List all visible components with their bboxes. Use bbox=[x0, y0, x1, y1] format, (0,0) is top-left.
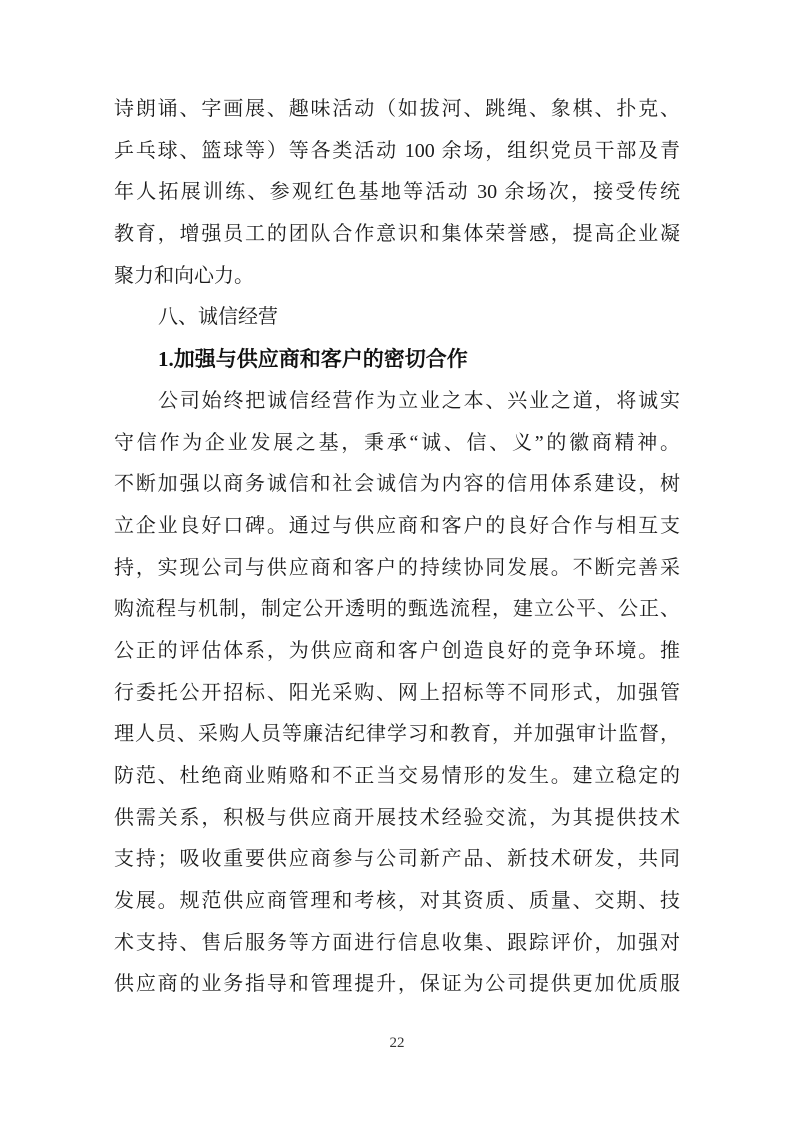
body-line: 年人拓展训练、参观红色基地等活动 30 余场次，接受传统 bbox=[114, 181, 680, 204]
body-line: 诗朗诵、字画展、趣味活动（如拔河、跳绳、象棋、扑克、 bbox=[114, 98, 680, 120]
body-line: 供应商的业务指导和管理提升，保证为公司提供更加优质服 bbox=[114, 973, 680, 996]
page-number: 22 bbox=[389, 1035, 405, 1051]
section-heading: 八、诚信经营 bbox=[158, 306, 278, 329]
body-line: 公正的评估体系，为供应商和客户创造良好的竞争环境。推 bbox=[114, 639, 680, 662]
body-line: 持，实现公司与供应商和客户的持续协同发展。不断完善采 bbox=[114, 556, 680, 579]
body-line: 供需关系，积极与供应商开展技术经验交流，为其提供技术 bbox=[114, 806, 680, 829]
body-line: 防范、杜绝商业贿赂和不正当交易情形的发生。建立稳定的 bbox=[114, 765, 680, 787]
body-line: 聚力和向心力。 bbox=[114, 264, 254, 287]
body-line: 不断加强以商务诚信和社会诚信为内容的信用体系建设，树 bbox=[114, 473, 680, 496]
body-line: 乒乓球、篮球等）等各类活动 100 余场，组织党员干部及青 bbox=[114, 139, 680, 162]
text-block bbox=[114, 89, 680, 1006]
body-line: 支持；吸收重要供应商参与公司新产品、新技术研发，共同 bbox=[114, 848, 680, 871]
subsection-heading: 1.加强与供应商和客户的密切合作 bbox=[158, 347, 468, 372]
body-line: 购流程与机制，制定公开透明的甄选流程，建立公平、公正、 bbox=[114, 598, 680, 621]
body-line: 守信作为企业发展之基，秉承“诚、信、义”的徽商精神。 bbox=[114, 431, 680, 454]
body-line: 理人员、采购人员等廉洁纪律学习和教育，并加强审计监督， bbox=[114, 723, 680, 746]
body-line: 术支持、售后服务等方面进行信息收集、跟踪评价，加强对 bbox=[114, 931, 680, 954]
body-line: 教育，增强员工的团队合作意识和集体荣誉感，提高企业凝 bbox=[114, 223, 680, 246]
body-line: 公司始终把诚信经营作为立业之本、兴业之道，将诚实 bbox=[158, 389, 680, 412]
body-line: 立企业良好口碑。通过与供应商和客户的良好合作与相互支 bbox=[114, 514, 680, 537]
body-line: 行委托公开招标、阳光采购、网上招标等不同形式，加强管 bbox=[114, 681, 680, 704]
page-footer bbox=[0, 1034, 794, 1052]
body-line: 发展。规范供应商管理和考核，对其资质、质量、交期、技 bbox=[114, 890, 680, 913]
